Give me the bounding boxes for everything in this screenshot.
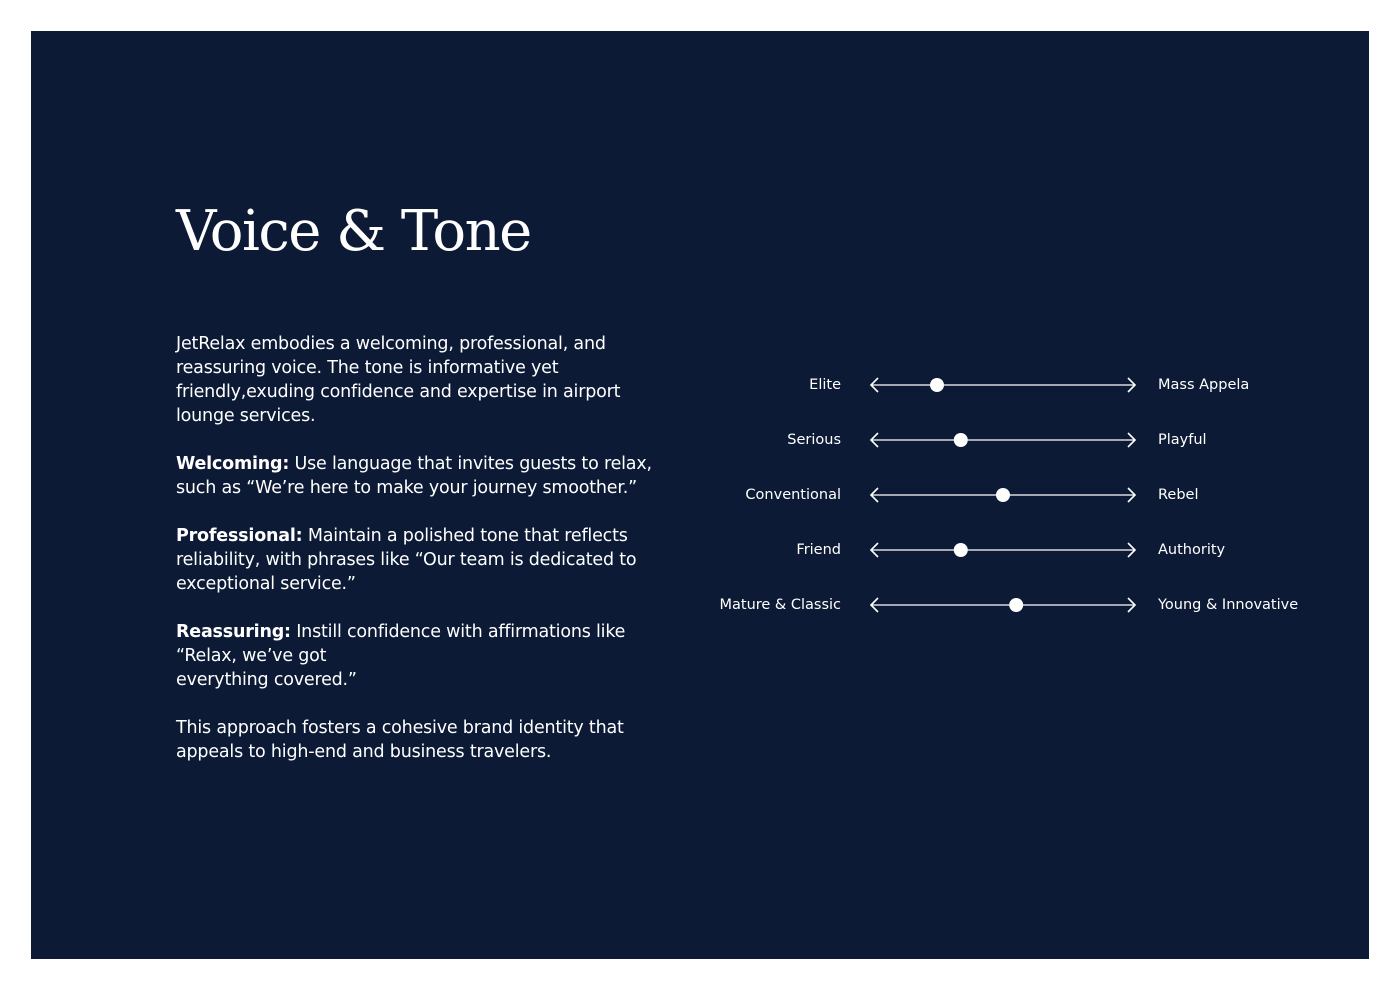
slider-knob[interactable] xyxy=(996,488,1010,502)
body-copy xyxy=(176,332,656,788)
trait-text: Instill confidence with affirmations like “Relax, we’ve got xyxy=(176,622,626,666)
trait-text: Use language that invites guests to relax, such as “We’re here to make your journey smoother.” xyxy=(176,454,652,498)
slider-graphic xyxy=(867,430,1139,450)
voice-tone-panel xyxy=(31,31,1369,959)
trait-lead: Reassuring: xyxy=(176,622,291,642)
trait-lead: Professional: xyxy=(176,526,303,546)
slider-right-label: Playful xyxy=(1158,432,1207,448)
slider-track[interactable] xyxy=(867,595,1139,615)
tone-slider-row[interactable] xyxy=(711,428,1351,452)
trait-text: Maintain a polished tone that reflects reliability, with phrases like “Our team is dedicated to exceptional service.” xyxy=(176,526,637,594)
intro-paragraph: JetRelax embodies a welcoming, professional, and reassuring voice. The tone is informative yet friendly,exuding confidence and expertise in airport lounge services. xyxy=(176,334,621,426)
slider-graphic xyxy=(867,540,1139,560)
tone-slider-row[interactable] xyxy=(711,593,1351,617)
slider-right-label: Mass Appela xyxy=(1158,377,1250,393)
trait-professional xyxy=(176,524,656,596)
slider-left-label: Friend xyxy=(796,542,841,558)
slider-left-label: Mature & Classic xyxy=(719,597,841,613)
tone-slider-row[interactable] xyxy=(711,538,1351,562)
trait-text-continued: everything covered.” xyxy=(176,670,357,690)
slider-graphic xyxy=(867,485,1139,505)
tone-spectrum xyxy=(711,361,1351,661)
slider-knob[interactable] xyxy=(954,433,968,447)
slider-graphic xyxy=(867,375,1139,395)
slider-knob[interactable] xyxy=(954,543,968,557)
trait-welcoming xyxy=(176,452,656,500)
slider-track[interactable] xyxy=(867,430,1139,450)
slider-left-label: Elite xyxy=(809,377,841,393)
tone-slider-row[interactable] xyxy=(711,373,1351,397)
slider-knob[interactable] xyxy=(1009,598,1023,612)
slider-right-label: Young & Innovative xyxy=(1158,597,1299,613)
slider-right-label: Rebel xyxy=(1158,487,1199,503)
slider-track[interactable] xyxy=(867,485,1139,505)
trait-lead: Welcoming: xyxy=(176,454,290,474)
trait-reassuring xyxy=(176,620,656,692)
slider-right-label: Authority xyxy=(1158,542,1226,558)
slider-left-label: Serious xyxy=(787,432,841,448)
tone-slider-row[interactable] xyxy=(711,483,1351,507)
closing-paragraph: This approach fosters a cohesive brand identity that appeals to high-end and business travelers. xyxy=(176,718,624,762)
page-title: Voice & Tone xyxy=(176,199,531,264)
slider-track[interactable] xyxy=(867,540,1139,560)
slider-graphic xyxy=(867,595,1139,615)
slider-knob[interactable] xyxy=(930,378,944,392)
slider-track[interactable] xyxy=(867,375,1139,395)
slider-left-label: Conventional xyxy=(745,487,841,503)
